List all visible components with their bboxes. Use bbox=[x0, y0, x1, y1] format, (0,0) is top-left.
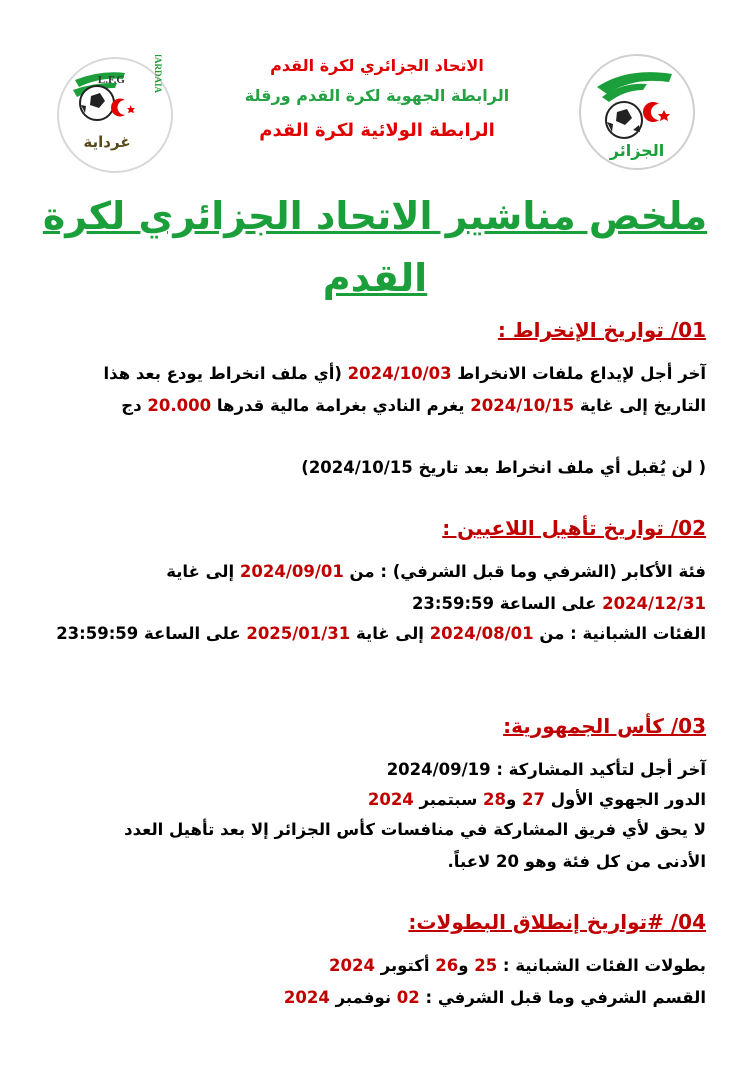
section-1-heading: 01/ تواريخ الإنخراط : bbox=[497, 318, 706, 342]
section-3-regional-round: الدور الجهوي الأول 27 و28 سبتمبر 2024 bbox=[367, 790, 706, 809]
faf-logo-text: الجزائر bbox=[609, 141, 665, 160]
ghardaia-vertical: GHARDAIA bbox=[153, 55, 163, 93]
header-federation: الاتحاد الجزائري لكرة القدم bbox=[270, 56, 484, 75]
page-title: ملخص مناشير الاتحاد الجزائري لكرة القدم bbox=[42, 194, 708, 300]
section-3-deadline: آخر أجل لتأكيد المشاركة : 2024/09/19 bbox=[386, 760, 706, 779]
date: 2024/08/01 bbox=[429, 624, 534, 643]
date: 2024/12/31 bbox=[602, 594, 706, 613]
section-4-honor-division: القسم الشرفي وما قبل الشرفي : 02 نوفمبر 2024 bbox=[283, 988, 706, 1007]
section-4-youth-leagues: بطولات الفئات الشبانية : 25 و26 أكتوبر 2024 bbox=[329, 956, 706, 975]
section-2-seniors: فئة الأكابر (الشرفي وما قبل الشرفي) : من 2024/09/01 إلى غاية 2024/12/31 على الساعة 23:59:59 bbox=[166, 562, 706, 613]
header-regional-league: الرابطة الجهوية لكرة القدم ورقلة bbox=[244, 86, 510, 105]
section-2-youth: الفئات الشبانية : من 2024/08/01 إلى غاية 2025/01/31 على الساعة 23:59:59 bbox=[56, 624, 706, 643]
section-1-paragraph: آخر أجل لإيداع ملفات الانخراط 2024/10/03 (أي ملف انخراط يودع بعد هذا التاريخ إلى غاية 2024/10/15 يغرم النادي بغرامة مالية قدرها 20.000 دج bbox=[103, 364, 706, 415]
faf-logo bbox=[577, 52, 697, 172]
section-3-heading: 03/ كأس الجمهورية: bbox=[503, 714, 706, 738]
faf-letters: FAF bbox=[640, 72, 659, 83]
date: 2024/09/01 bbox=[239, 562, 344, 581]
section-1-note: ( لن يُقبل أي ملف انخراط بعد تاريخ 2024/10/15) bbox=[301, 458, 706, 477]
date: 2025/01/31 bbox=[246, 624, 351, 643]
lfg-logo-text: غرداية bbox=[83, 133, 131, 151]
header-wilaya-league: الرابطة الولائية لكرة القدم bbox=[259, 120, 495, 141]
date: 2024/10/03 bbox=[347, 364, 452, 383]
lfg-letters: L.F.G bbox=[97, 74, 125, 86]
amount: 20.000 bbox=[147, 396, 212, 415]
section-4-heading: 04/ #تواريخ إنطلاق البطولات: bbox=[408, 910, 706, 934]
date: 2024/10/15 bbox=[470, 396, 575, 415]
section-2-heading: 02/ تواريخ تأهيل اللاعبين : bbox=[442, 516, 706, 540]
lfg-ghardaia-logo bbox=[55, 55, 175, 175]
section-3-rule: لا يحق لأي فريق المشاركة في منافسات كأس الجزائر إلا بعد تأهيل العدد الأدنى من كل فئة وهو 20 لاعباً. bbox=[124, 820, 706, 871]
